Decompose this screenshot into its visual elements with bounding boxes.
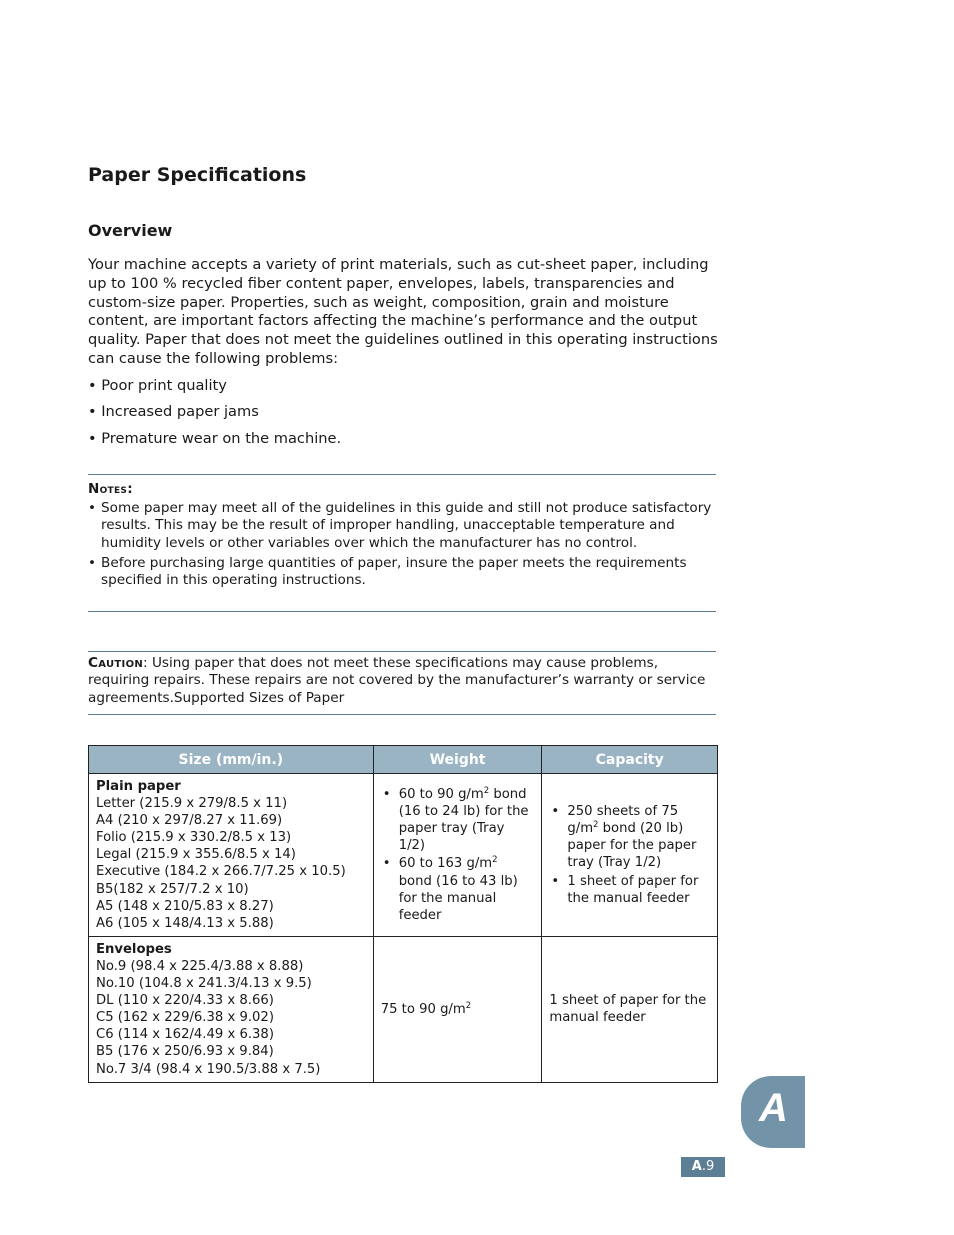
size-item: Legal (215.9 x 355.6/8.5 x 14) [96, 847, 296, 863]
problem-item: • Premature wear on the machine. [88, 429, 342, 447]
size-item: Executive (184.2 x 266.7/7.25 x 10.5) [96, 864, 346, 880]
notes-list [88, 500, 716, 592]
size-item: B5 (176 x 250/6.93 x 9.84) [96, 1044, 274, 1060]
size-item: A5 (148 x 210/5.83 x 8.27) [96, 898, 274, 914]
size-item: C6 (114 x 162/4.49 x 6.38) [96, 1027, 274, 1043]
row-title: Plain paper [96, 779, 181, 794]
size-item: A4 (210 x 297/8.27 x 11.69) [96, 813, 283, 829]
note-item: • Some paper may meet all of the guidelines in this guide and still not produce satisfactory results. This may be the result of improper handling, unacceptable temperature and humidity levels or other variables over which the manufacturer has no control. [88, 500, 716, 552]
notes-box [88, 474, 716, 612]
size-item: B5(182 x 257/7.2 x 10) [96, 881, 249, 897]
page-number: A.9 [681, 1157, 725, 1177]
size-cell [89, 936, 374, 1082]
size-item: A6 (105 x 148/4.13 x 5.88) [96, 915, 274, 931]
weight-cell: 75 to 90 $g/m^2$ [373, 936, 542, 1082]
size-item: No.7 3/4 (98.4 x 190.5/3.88 x 7.5) [96, 1061, 321, 1077]
problem-list [88, 377, 720, 456]
header-weight: Weight [373, 746, 542, 774]
header-size: Size (mm/in.) [89, 746, 374, 774]
weight-item: • 60 to 90 $g/m^2$ bond (16 to 24 lb) for the paper tray (Tray 1/2) [381, 786, 535, 854]
capacity-cell: 1 sheet of paper for the manual feeder [542, 936, 718, 1082]
size-item: C5 (162 x 229/6.38 x 9.02) [96, 1010, 274, 1026]
size-item: Folio (215.9 x 330.2/8.5 x 13) [96, 830, 292, 846]
size-item: DL (110 x 220/4.33 x 8.66) [96, 993, 274, 1009]
capacity-item: • 1 sheet of paper for the manual feeder [549, 873, 710, 907]
size-cell [89, 774, 374, 937]
size-item: No.9 (98.4 x 225.4/3.88 x 8.88) [96, 958, 304, 974]
caution-box [88, 651, 716, 715]
capacity-item: • 250 sheets of 75 $g/m^2$ bond (20 lb) paper for the paper tray (Tray 1/2) [549, 803, 710, 871]
notes-heading: Notes: [88, 481, 133, 497]
caution-text: : Using paper that does not meet these specifications may cause problems, requiring repairs. These repairs are not covered by the manufacturer’s warranty or service agreements.Supported Sizes of Paper [88, 655, 706, 706]
weight-cell [373, 774, 542, 937]
capacity-cell [542, 774, 718, 937]
chapter-letter: A [759, 1086, 788, 1130]
section-heading: Overview [88, 221, 173, 240]
page-title: Paper Specifications [88, 164, 307, 186]
note-item: • Before purchasing large quantities of paper, insure the paper meets the requirements specified in this operating instructions. [88, 555, 716, 590]
header-capacity: Capacity [542, 746, 718, 774]
weight-item: • 60 to 163 $g/m^2$ bond (16 to 43 lb) for the manual feeder [381, 855, 535, 923]
problem-item: • Poor print quality [88, 377, 227, 394]
chapter-tab [741, 1076, 805, 1148]
problem-item: • Increased paper jams [88, 403, 259, 421]
caution-heading: Caution [88, 655, 144, 671]
table-header-row [89, 746, 718, 774]
table-row [89, 936, 718, 1082]
paper-spec-table [88, 745, 718, 1083]
row-title: Envelopes [96, 941, 172, 957]
size-item: No.10 (104.8 x 241.3/4.13 x 9.5) [96, 976, 312, 992]
size-item: Letter (215.9 x 279/8.5 x 11) [96, 796, 288, 812]
table-row [89, 774, 718, 937]
intro-paragraph: Your machine accepts a variety of print materials, such as cut-sheet paper, including up to 100 % recycled fiber content paper, envelopes, labels, transparencies and custom-size paper. Properties, such as weight, composition, grain and moisture content, are important factors affecting the machine’s performance and the output quality. Paper that does not meet the guidelines outlined in this operating instructions can cause the following problems: [88, 256, 718, 367]
